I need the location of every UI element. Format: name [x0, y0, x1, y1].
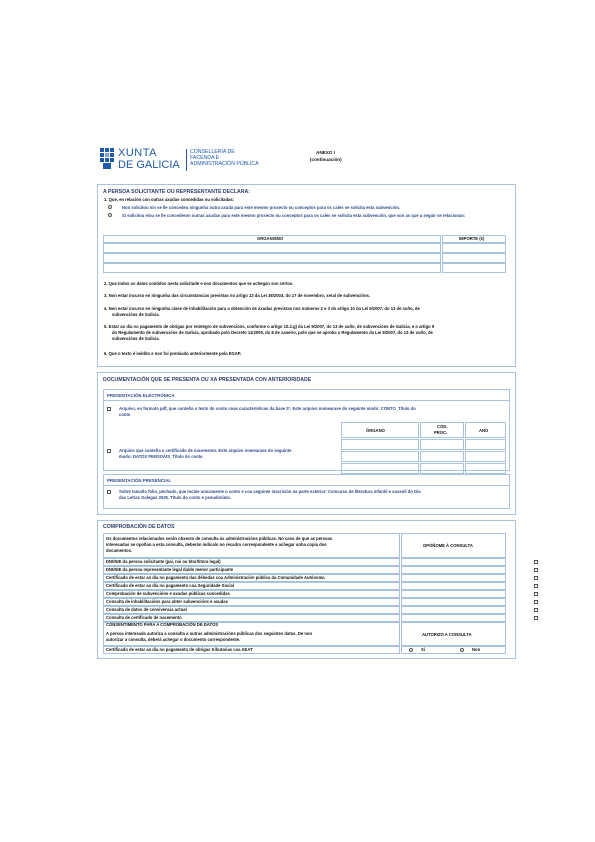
oponse-cell	[401, 566, 506, 574]
aeat-row-choice-cell	[401, 646, 506, 654]
doc3a: Sobre tamaño folio, pechado, que inclúe unicamente o conto e coa seguinte inscrición na parte exterior: Concurso de literatura infantil e xuvenil do Día	[119, 489, 421, 494]
logo-line1: XUNTA	[118, 147, 157, 159]
comprobacion-row-label: Consulta de certificado de nacemento	[106, 615, 182, 620]
doc-row-1-ano-input[interactable]	[465, 439, 506, 450]
xunta-logo	[100, 147, 186, 173]
doc1b: conto	[119, 412, 131, 417]
declara-item4b: subvencións de Galicia.	[112, 312, 160, 317]
aeat-non-radio[interactable]	[460, 648, 464, 652]
doc-conto-checkbox[interactable]	[107, 407, 111, 411]
electronica-divider	[103, 400, 510, 401]
dept-line2: FACENDA E	[190, 155, 220, 161]
aid-row-1-importe-input[interactable]	[442, 243, 506, 253]
doc-row-1-organo-input[interactable]	[341, 439, 419, 450]
annex-subtitle: (continuación)	[310, 157, 342, 162]
aid-row-2-importe-input[interactable]	[442, 253, 506, 263]
oponse-checkbox[interactable]	[534, 584, 538, 588]
consent2: autorizar a consulta, deberá achegar o documento correspondente.	[106, 637, 241, 642]
doc3b: das Letras Galegas 2025. Título do conto e pseudónimo.	[119, 495, 232, 500]
presencial-title: PRESENTACIÓN PRESENCIAL	[107, 478, 172, 483]
oponse-cell	[401, 590, 506, 598]
oponse-cell	[401, 614, 506, 622]
aeat-si-radio[interactable]	[409, 648, 413, 652]
annex-title: ANEXO I	[316, 150, 335, 155]
col-organismo: ORGANISMO	[257, 236, 284, 241]
declara-item4a: 4. Non estar incurso en ningunha clase de inhabilitación para a obtención de axudas previstas nos números 2 e 3 do artigo 10 da Lei 9/2007, do 13 de xuño, de	[104, 306, 420, 311]
declara-item5a: 5. Estar ao día no pagamento de obrigas por reintegro de subvencións, conforme o artigo 10.2.g) da Lei 9/2007, do 13 de xuño, de subvencións de Galicia, e o artigo 9	[104, 324, 435, 329]
comprobacion-row-label: Comprobación de subvencións e axudas públicas concedidas	[106, 591, 230, 596]
option-no-aid-checkbox[interactable]	[108, 205, 112, 209]
doc-nacemento-checkbox[interactable]	[107, 449, 111, 453]
declara-item5b: do Regulamento de subvencións de Galicia, aprobado polo Decreto 11/2009, do 8 de xaneiro, polo que se aproba o Regulamento da Lei 9/2007, do 13 de xuño, de	[112, 330, 433, 335]
aid-row-3-importe-input[interactable]	[442, 263, 506, 273]
oponse-cell	[401, 598, 506, 606]
col-proc: PROC.	[434, 430, 448, 435]
documentacion-title: DOCUMENTACIÓN QUE SE PRESENTA OU XA PRESENTADA CON ANTERIORIDADE	[103, 377, 312, 383]
col-oponse: OPÓÑOME Á CONSULTA	[423, 543, 473, 548]
doc-row-1-codproc-input[interactable]	[420, 439, 464, 450]
comprobacion-row-label: Consulta de inhabilitacións para obter subvencións e axudas	[106, 599, 228, 604]
presencial-divider	[103, 485, 510, 486]
dept-name	[190, 149, 259, 167]
declara-opt1: Non solicitou nin se lle concedeu ningunha outra axuda para este mesmo proxecto ou conceptos para os cales se solicita esta subvención.	[122, 205, 401, 210]
option-other-aid-radio[interactable]	[108, 213, 112, 217]
logo-line2: DE GALICIA	[118, 159, 180, 171]
consent-title: CONSENTIMENTO PARA A COMPROBACIÓN DE DATOS	[106, 622, 219, 627]
aeat-row-label: Certificado de estar ao día no pagamento de obrigas tributarias coa AEAT	[106, 647, 253, 652]
intro1: Os documentos relacionados serán obxecto de consulta ás administracións públicas. No caso de que as persoas	[106, 536, 333, 541]
comprobacion-row-label: Certificado de estar ao día no pagamento coa Seguridade Social	[106, 583, 234, 588]
comprobacion-row-label: Certificado de estar ao día no pagamento das débedas coa Administración pública da Comunidade Autónoma	[106, 575, 325, 580]
col-autorizo: AUTORIZO A CONSULTA	[422, 632, 472, 637]
declara-item5c: subvencións de Galicia.	[112, 336, 160, 341]
aeat-si-label: Si	[421, 647, 425, 652]
doc-row-2-organo-input[interactable]	[341, 451, 419, 462]
declara-item6: 6. Que o texto é inédito e non foi premiado anteriormente pola EGAP.	[104, 351, 242, 356]
doc2a: Arquivo que conteña o certificado de nacemento. Este arquivo nomearase do seguinte	[119, 448, 292, 453]
col-organo: ÓRGANO	[366, 428, 385, 433]
oponse-checkbox[interactable]	[534, 576, 538, 580]
oponse-cell	[401, 558, 506, 566]
oponse-checkbox[interactable]	[534, 616, 538, 620]
comprobacion-row-label: Consulta de datos de convivencia actual	[106, 607, 187, 612]
oponse-checkbox[interactable]	[534, 608, 538, 612]
declara-item3: 3. Non estar incurso en ningunha das circunstancias previstas no artigo 13 da Lei 38/2003, do 17 de novembro, xeral de subvencións.	[104, 293, 370, 298]
oponse-cell	[401, 582, 506, 590]
intro3: documentos.	[106, 548, 133, 553]
col-cod: CÓD.	[437, 424, 448, 429]
electronica-title: PRESENTACIÓN ELECTRÓNICA	[107, 393, 175, 398]
intro2: interesadas se opoñan a esta consulta, deberán indicalo no recadro correspondente e achegar unha copia dos	[106, 542, 327, 547]
doc-row-3-organo-input[interactable]	[341, 463, 419, 474]
declara-item2: 2. Que todos os datos contidos nesta solicitude e nos documentos que se achegan son certos.	[104, 281, 294, 286]
xunta-emblem-icon	[100, 148, 114, 170]
oponse-cell	[401, 574, 506, 582]
dept-line3: ADMINISTRACIÓN PÚBLICA	[190, 161, 259, 167]
aid-row-2-organismo-input[interactable]	[103, 253, 441, 263]
aeat-non-label: Non	[472, 647, 481, 652]
doc-row-3-ano-input[interactable]	[465, 463, 506, 474]
doc-row-2-ano-input[interactable]	[465, 451, 506, 462]
declara-title: A PERSOA SOLICITANTE OU REPRESENTANTE DECLARA:	[103, 189, 250, 195]
comprobacion-row-label: DNI/NIE da persoa representante legal da/do menor participante	[106, 567, 234, 572]
dept-line1: CONSELLERÍA DE	[190, 149, 235, 155]
doc-sobre-checkbox[interactable]	[107, 490, 111, 494]
oponse-checkbox[interactable]	[534, 592, 538, 596]
col-ano: ANO	[479, 428, 489, 433]
declara-section	[97, 184, 516, 367]
comprobacion-title: COMPROBACIÓN DE DATOS	[103, 524, 175, 530]
consent1: A persoa interesada autoriza a consulta a outras administracións públicas dos seguintes datos. De non	[106, 631, 313, 636]
oponse-checkbox[interactable]	[534, 560, 538, 564]
doc-row-2-codproc-input[interactable]	[420, 451, 464, 462]
aid-row-1-organismo-input[interactable]	[103, 243, 441, 253]
oponse-cell	[401, 606, 506, 614]
declara-opt2: Si solicitou e/ou se lle concederon outras axudas para este mesmo proxecto ou conceptos para os cales se solicita esta subvención, que son as que a seguir se relacionan:	[122, 213, 466, 218]
doc2b: modo: DATOS PERSOAIS_Título do conto	[119, 454, 203, 459]
header-divider	[186, 149, 187, 171]
doc1a: Arquivo, en formato pdf, que conteña o texto do conto coas características da base 3ª. Este arquivo nomearase do seguinte modo: CONTO_Título do	[119, 406, 416, 411]
oponse-checkbox[interactable]	[534, 600, 538, 604]
oponse-checkbox[interactable]	[534, 568, 538, 572]
aid-row-3-organismo-input[interactable]	[103, 263, 441, 273]
declara-item1: 1. Que, en relación con outras axudas concedidas ou solicitadas:	[104, 197, 235, 202]
doc-row-3-codproc-input[interactable]	[420, 463, 464, 474]
col-importe: IMPORTE (€)	[459, 236, 485, 241]
comprobacion-row-label: DNI/NIE da persoa solicitante (pai, nai ou titor/titora legal)	[106, 559, 221, 564]
